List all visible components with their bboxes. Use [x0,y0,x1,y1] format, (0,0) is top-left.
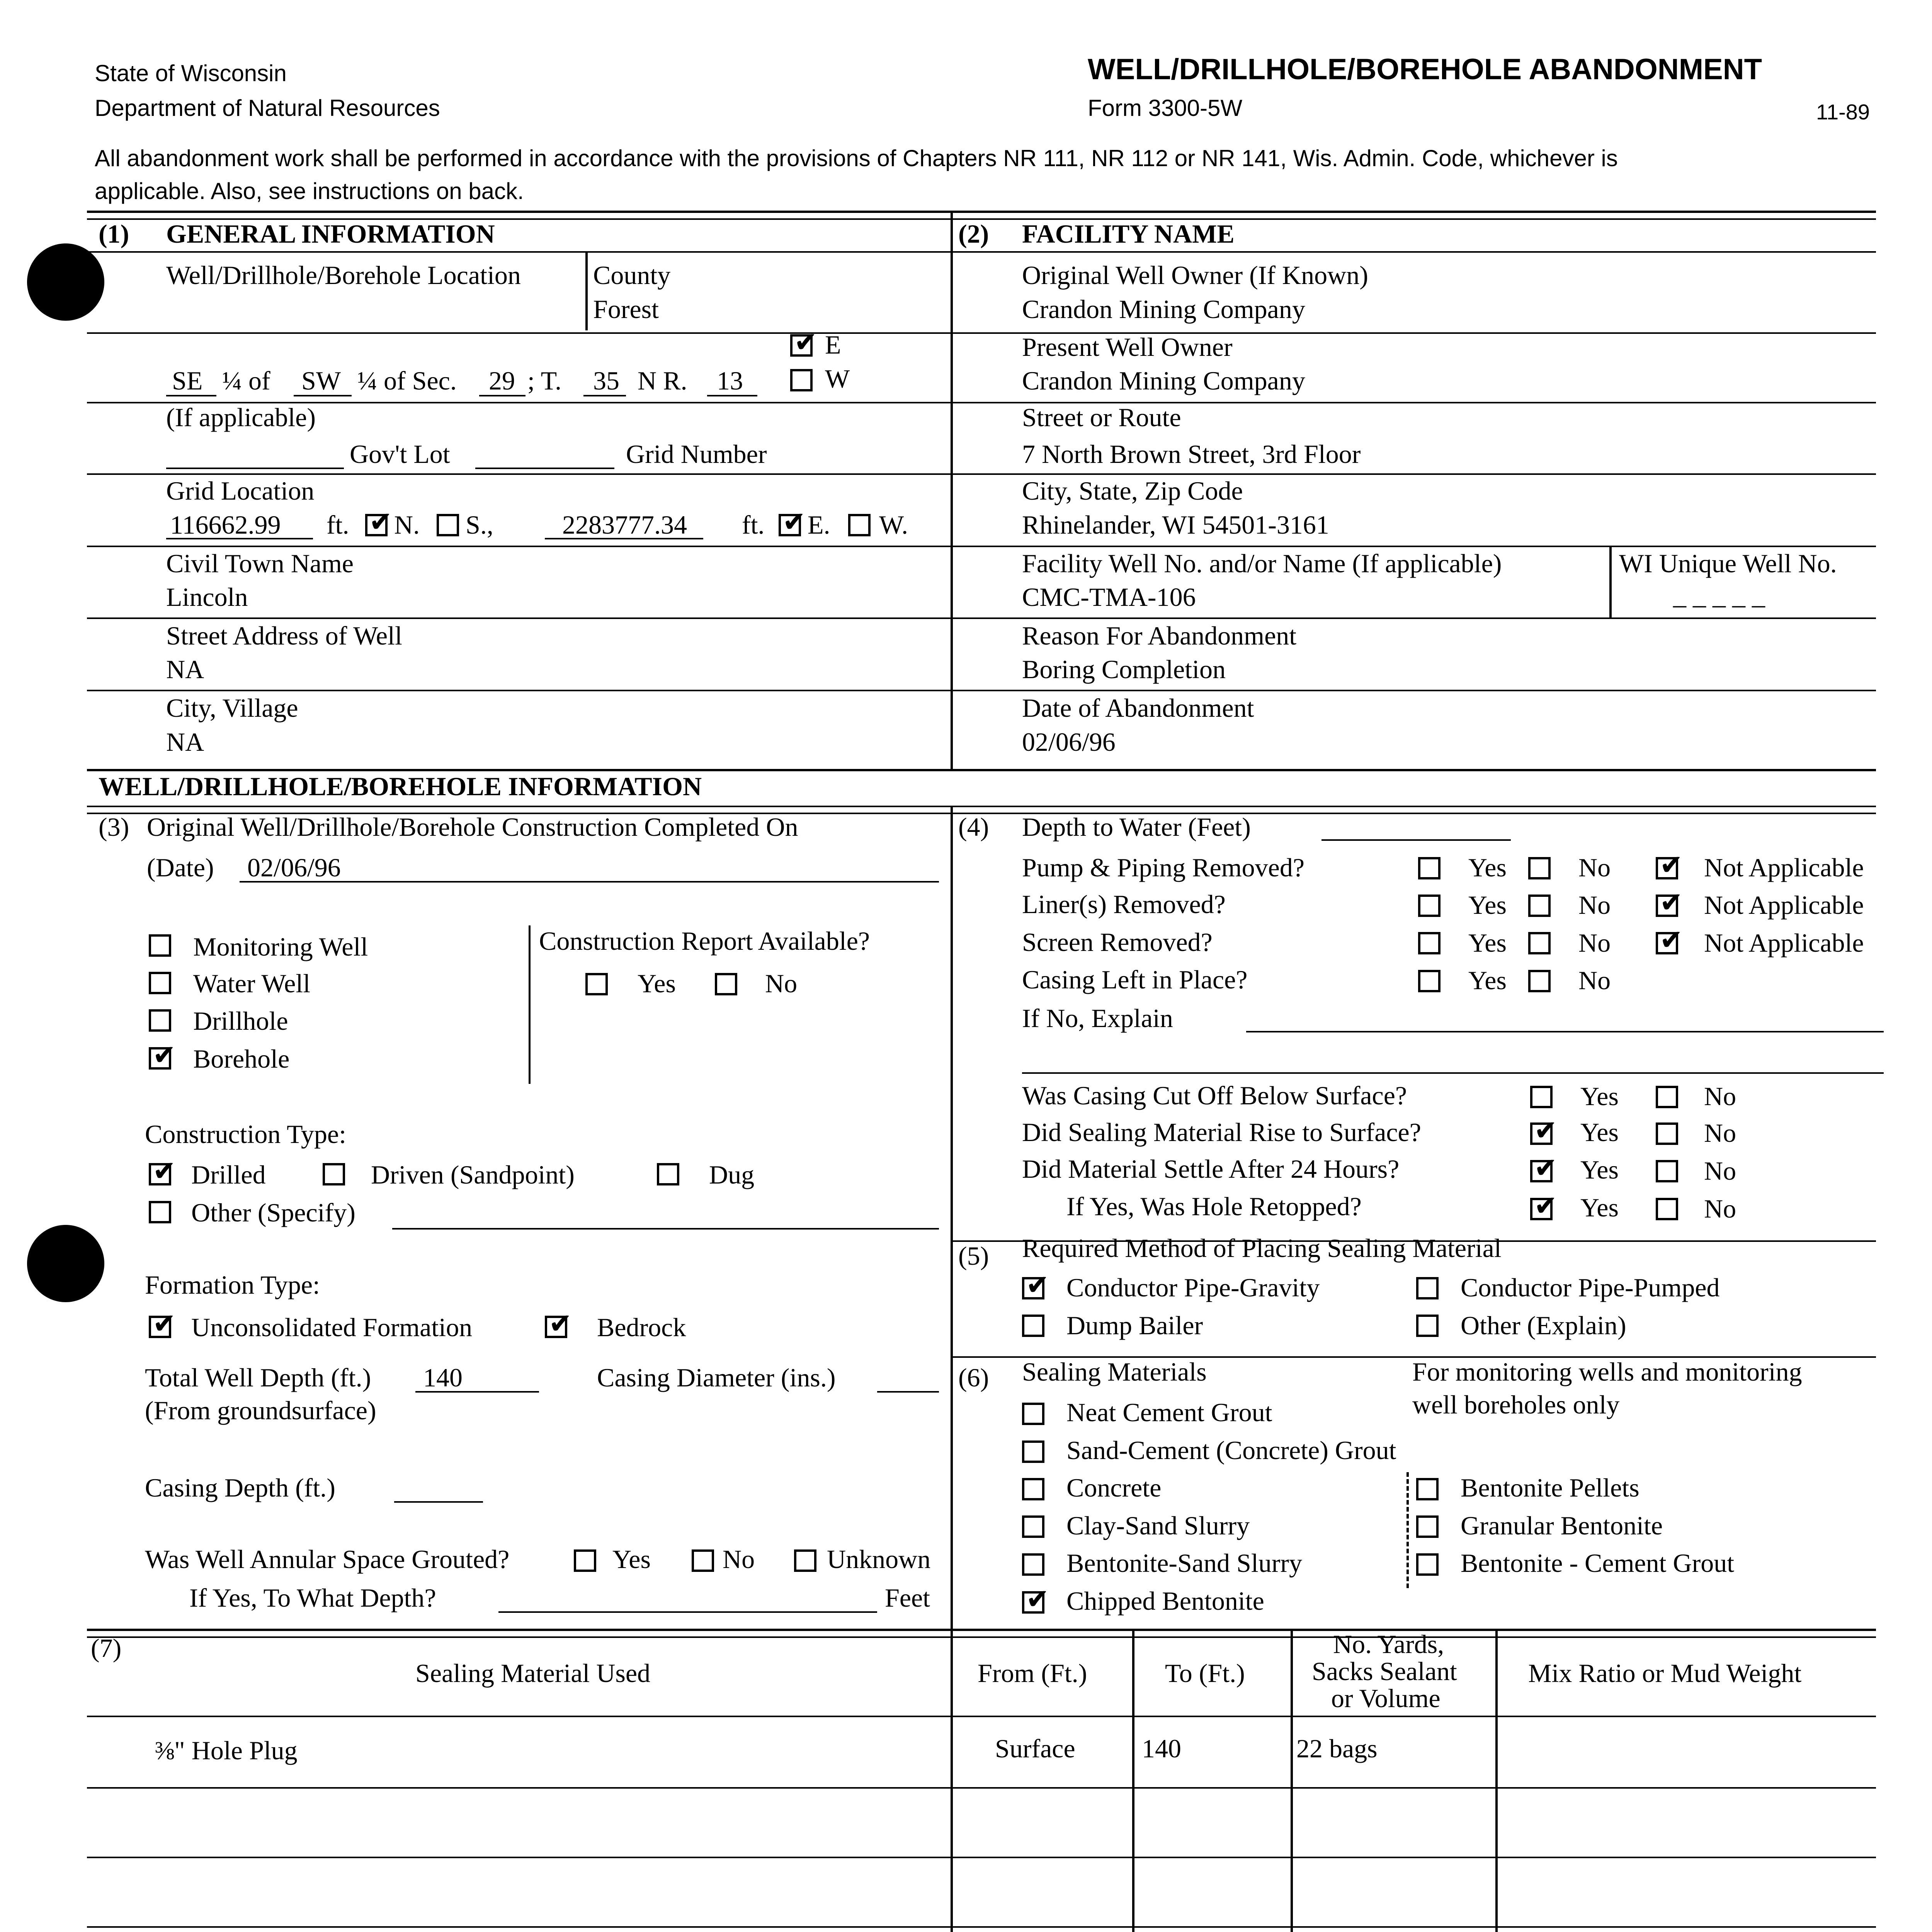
date-label: (Date) [147,853,214,882]
screen-yes-label: Yes [1468,928,1507,957]
field-underline [294,395,352,396]
csz-value: Rhinelander, WI 54501-3161 [1022,510,1329,539]
screen-no-label: No [1578,928,1611,957]
col-from-header: From (Ft.) [978,1658,1087,1688]
check-mark: ✔ [153,1039,176,1071]
unique-divider [1609,546,1612,617]
reason-label: Reason For Abandonment [1022,621,1297,650]
grout-unknown-checkbox[interactable] [794,1549,816,1572]
cut-off-label: Was Casing Cut Off Below Surface? [1022,1081,1407,1110]
liner-no-checkbox[interactable] [1528,895,1551,917]
grout-yes-label: Yes [612,1544,651,1574]
check-mark: ✔ [549,1307,572,1340]
sand-cement-label: Sand-Cement (Concrete) Grout [1066,1435,1396,1465]
s-label: S., [466,510,493,539]
chipped-bentonite-label: Chipped Bentonite [1066,1586,1264,1616]
bedrock-label: Bedrock [597,1313,686,1342]
row-to: 140 [1142,1734,1181,1763]
city-village-value: NA [166,727,204,757]
county-divider [585,251,588,330]
screen-no-checkbox[interactable] [1528,932,1551,954]
rule [87,1636,1876,1638]
other-specify-checkbox[interactable] [149,1201,171,1223]
chipped-bentonite-checkbox[interactable] [1022,1583,1049,1615]
abandon-date-value: 02/06/96 [1022,727,1116,757]
section4-num: (4) [958,812,989,842]
section-value: 29 [489,366,515,395]
punch-hole [27,1225,104,1302]
bailer-label: Dump Bailer [1066,1311,1203,1340]
rule [951,251,1876,253]
construction-completed-label: Original Well/Drillhole/Borehole Construction Completed On [147,812,798,842]
screen-yes-checkbox[interactable] [1418,932,1440,954]
bentonite-sand-checkbox[interactable] [1022,1553,1044,1576]
borehole-label: Borehole [193,1044,290,1073]
check-mark: ✔ [1660,849,1683,881]
rule [87,1716,1876,1717]
drilled-checkbox[interactable] [149,1155,176,1187]
table-row-rule [87,1787,1876,1789]
department-label: Department of Natural Resources [95,95,440,121]
rule [87,251,951,253]
range-value: 13 [717,366,743,395]
clay-sand-checkbox[interactable] [1022,1515,1044,1538]
retop-no-checkbox[interactable] [1656,1198,1678,1220]
table-divider [1495,1629,1498,1932]
liner-na-label: Not Applicable [1704,890,1864,920]
city-village-label: City, Village [166,693,298,723]
form-revision: 11-89 [1816,100,1870,124]
rise-label: Did Sealing Material Rise to Surface? [1022,1117,1421,1147]
range-label: N R. [638,366,687,395]
col-qty-header: or Volume [1331,1684,1440,1713]
csz-label: City, State, Zip Code [1022,476,1243,505]
grout-unknown-label: Unknown [827,1544,931,1574]
depth-water-label: Depth to Water (Feet) [1022,812,1251,842]
section6-heading: Sealing Materials [1022,1357,1207,1386]
street-address-label: Street Address of Well [166,621,402,650]
rule [87,690,951,691]
notice-text: All abandonment work shall be performed in accordance with the provisions of Chapters NR 111, NR 112 or NR 141, Wis. Admin. Code, whichever is [95,145,1618,171]
check-mark: ✔ [369,505,393,538]
cut-no-checkbox[interactable] [1656,1086,1678,1108]
dashed-divider [1406,1472,1409,1588]
check-mark: ✔ [153,1155,176,1187]
bedrock-checkbox[interactable] [545,1307,572,1340]
report-no-checkbox[interactable] [715,973,737,995]
screen-label: Screen Removed? [1022,927,1213,957]
other-explain-checkbox[interactable] [1416,1315,1439,1337]
if-applicable-label: (If applicable) [166,403,316,432]
other-specify-label: Other (Specify) [191,1198,355,1227]
section5-num: (5) [958,1241,989,1270]
form-number: Form 3300-5W [1088,95,1243,121]
field-underline [166,538,313,539]
form-title: WELL/DRILLHOLE/BOREHOLE ABANDONMENT [1088,53,1762,86]
construction-type-label: Construction Type: [145,1119,346,1149]
concrete-label: Concrete [1066,1473,1162,1502]
field-underline [1321,839,1511,841]
unconsolidated-checkbox[interactable] [149,1307,176,1340]
rise-yes-label: Yes [1580,1117,1619,1147]
screen-na-label: Not Applicable [1704,928,1864,957]
unconsolidated-label: Unconsolidated Formation [191,1313,473,1342]
granular-bentonite-checkbox[interactable] [1416,1515,1439,1538]
rule [87,546,951,547]
report-yes-checkbox[interactable] [585,973,608,995]
rule [951,617,1876,619]
n-label: N. [394,510,420,539]
w-label: W [825,364,850,393]
e-label: E [825,330,841,359]
dug-label: Dug [709,1160,755,1189]
column-divider [951,211,953,771]
field-underline [1246,1031,1884,1032]
monitoring-well-label: Monitoring Well [193,932,368,961]
bentonite-pellets-label: Bentonite Pellets [1461,1473,1639,1502]
liner-label: Liner(s) Removed? [1022,889,1226,919]
orig-owner-label: Original Well Owner (If Known) [1022,260,1368,290]
monitoring-well-checkbox[interactable] [149,934,171,957]
check-mark: ✔ [1026,1269,1049,1301]
settle-label: Did Material Settle After 24 Hours? [1022,1154,1400,1184]
cut-yes-label: Yes [1580,1082,1619,1111]
pump-no-checkbox[interactable] [1528,857,1551,879]
rule [87,211,1876,213]
e2-checkbox[interactable] [779,505,806,538]
col-to-header: To (Ft.) [1165,1658,1245,1688]
section6-note: For monitoring wells and monitoring [1412,1357,1802,1386]
check-mark: ✔ [1534,1151,1558,1184]
driven-checkbox[interactable] [323,1163,345,1185]
grout-no-label: No [723,1544,755,1574]
field-underline [475,468,614,469]
grid-n-value: 116662.99 [170,510,281,539]
field-underline [1022,1072,1884,1074]
check-mark: ✔ [1534,1114,1558,1146]
grid-location-label: Grid Location [166,476,315,505]
rule [87,473,951,475]
rule [87,806,1876,807]
retop-no-label: No [1704,1194,1736,1223]
check-mark: ✔ [1660,923,1683,956]
rule [87,617,951,619]
street-route-label: Street or Route [1022,403,1181,432]
settle-no-checkbox[interactable] [1656,1160,1678,1182]
screen-na-checkbox[interactable] [1656,923,1683,956]
present-owner-value: Crandon Mining Company [1022,366,1305,395]
state-label: State of Wisconsin [95,60,287,86]
govt-lot-label: Gov't Lot [350,439,450,469]
casing-left-label: Casing Left in Place? [1022,965,1248,994]
field-underline [394,1501,483,1503]
table-row-rule [87,1926,1876,1928]
casing-diameter-label: Casing Diameter (ins.) [597,1363,836,1392]
street-address-value: NA [166,655,204,684]
report-divider [529,925,531,1084]
section2-heading: FACILITY NAME [1022,219,1235,248]
table-divider [951,1629,953,1932]
rise-yes-checkbox[interactable] [1530,1114,1558,1146]
field-underline [240,881,939,883]
total-depth-value: 140 [423,1363,463,1392]
row-qty: 22 bags [1296,1734,1378,1763]
ft-label: ft. [742,510,765,539]
section5-heading: Required Method of Placing Sealing Material [1022,1233,1502,1263]
report-available-label: Construction Report Available? [539,926,870,956]
concrete-checkbox[interactable] [1022,1478,1044,1500]
s-checkbox[interactable] [437,514,459,536]
liner-no-label: No [1578,890,1611,920]
drilled-label: Drilled [191,1160,266,1189]
check-mark: ✔ [782,505,806,538]
facility-no-label: Facility Well No. and/or Name (If applicable) [1022,549,1502,578]
w2-checkbox[interactable] [848,514,871,536]
col-mix-header: Mix Ratio or Mud Weight [1528,1658,1802,1688]
check-mark: ✔ [1660,886,1683,918]
water-well-label: Water Well [193,969,311,998]
rise-no-label: No [1704,1118,1736,1148]
bentonite-cement-checkbox[interactable] [1416,1553,1439,1576]
rule [87,1629,1876,1631]
casing-no-label: No [1578,966,1611,995]
pumped-checkbox[interactable] [1416,1277,1439,1299]
section3-num: (3) [99,812,129,842]
formation-type-label: Formation Type: [145,1270,320,1299]
section1-heading: GENERAL INFORMATION [166,219,495,248]
field-underline [415,1391,539,1393]
rule [951,690,1876,691]
if-no-explain-label: If No, Explain [1022,1003,1173,1033]
info-heading: WELL/DRILLHOLE/BOREHOLE INFORMATION [99,772,702,801]
section7-num: (7) [91,1633,122,1663]
quarter-of-label: ¼ of [222,366,270,395]
rule [951,546,1876,547]
total-depth-label: Total Well Depth (ft.) [145,1363,371,1392]
settle-yes-label: Yes [1580,1155,1619,1184]
field-underline [545,538,703,539]
n-checkbox[interactable] [365,505,393,538]
section6-num: (6) [958,1363,989,1392]
pump-yes-label: Yes [1468,853,1507,882]
to-depth-label: If Yes, To What Depth? [189,1583,436,1612]
settle-no-label: No [1704,1156,1736,1185]
neat-cement-label: Neat Cement Grout [1066,1398,1272,1427]
cut-yes-checkbox[interactable] [1530,1086,1553,1108]
liner-na-checkbox[interactable] [1656,886,1683,918]
column-divider [951,806,953,1631]
quarter1-value: SE [172,366,203,395]
cut-no-label: No [1704,1082,1736,1111]
pump-label: Pump & Piping Removed? [1022,853,1304,882]
w2-label: W. [879,510,908,539]
grout-no-checkbox[interactable] [692,1549,714,1572]
field-underline [479,395,526,396]
dug-checkbox[interactable] [657,1163,679,1185]
construction-date-value: 02/06/96 [247,853,341,882]
settle-yes-checkbox[interactable] [1530,1151,1558,1184]
pump-na-checkbox[interactable] [1656,849,1683,881]
gravity-label: Conductor Pipe-Gravity [1066,1273,1320,1302]
facility-no-value: CMC-TMA-106 [1022,582,1196,612]
casing-no-checkbox[interactable] [1528,970,1551,992]
grout-yes-checkbox[interactable] [574,1549,596,1572]
abandon-date-label: Date of Abandonment [1022,693,1254,723]
pumped-label: Conductor Pipe-Pumped [1461,1273,1720,1302]
liner-yes-checkbox[interactable] [1418,895,1440,917]
section1-num: (1) [99,219,129,248]
bentonite-cement-label: Bentonite - Cement Grout [1461,1548,1735,1578]
unique-well-label: WI Unique Well No. [1619,549,1837,578]
driven-label: Driven (Sandpoint) [371,1160,575,1189]
bentonite-sand-label: Bentonite-Sand Slurry [1066,1548,1303,1578]
feet-label: Feet [885,1583,930,1612]
e-checkbox[interactable] [790,326,818,358]
notice-text: applicable. Also, see instructions on back. [95,178,524,204]
field-underline [166,395,216,396]
retopped-label: If Yes, Was Hole Retopped? [1066,1192,1362,1221]
e2-label: E. [808,510,830,539]
report-no-label: No [765,969,798,998]
gravity-checkbox[interactable] [1022,1269,1049,1301]
grouted-label: Was Well Annular Space Grouted? [145,1544,510,1574]
drillhole-checkbox[interactable] [149,1009,171,1032]
table-row-rule [87,1857,1876,1858]
sand-cement-checkbox[interactable] [1022,1440,1044,1463]
col-material-header: Sealing Material Used [415,1658,651,1688]
field-underline [583,395,626,396]
other-explain-label: Other (Explain) [1461,1311,1626,1340]
ft-label: ft. [327,510,349,539]
casing-depth-label: Casing Depth (ft.) [145,1473,335,1502]
bentonite-pellets-checkbox[interactable] [1416,1478,1439,1500]
check-mark: ✔ [794,326,818,358]
retop-yes-label: Yes [1580,1193,1619,1222]
field-underline [392,1228,939,1230]
orig-owner-value: Crandon Mining Company [1022,294,1305,324]
borehole-checkbox[interactable] [149,1039,176,1071]
grid-e-value: 2283777.34 [562,510,687,539]
township-label: ; T. [527,366,562,395]
rise-no-checkbox[interactable] [1656,1122,1678,1145]
from-ground-label: (From groundsurface) [145,1396,376,1425]
civil-town-label: Civil Town Name [166,549,354,578]
section2-num: (2) [958,219,989,248]
pump-yes-checkbox[interactable] [1418,857,1440,879]
casing-yes-label: Yes [1468,966,1507,995]
quarter-sec-label: ¼ of Sec. [357,366,457,395]
table-divider [1291,1629,1293,1932]
civil-town-value: Lincoln [166,582,248,612]
drillhole-label: Drillhole [193,1006,288,1036]
present-owner-label: Present Well Owner [1022,332,1233,362]
field-underline [707,395,757,396]
pump-no-label: No [1578,853,1611,882]
bailer-checkbox[interactable] [1022,1315,1044,1337]
section6-note: well boreholes only [1412,1390,1620,1419]
rule [87,332,951,334]
report-yes-label: Yes [638,969,676,998]
county-value: Forest [593,294,659,324]
retop-yes-checkbox[interactable] [1530,1189,1558,1222]
check-mark: ✔ [1534,1189,1558,1222]
reason-value: Boring Completion [1022,655,1226,684]
county-label: County [593,260,671,290]
w-checkbox[interactable] [790,369,813,391]
township-value: 35 [593,366,619,395]
row-from: Surface [995,1734,1075,1763]
row-material: ⅜" Hole Plug [155,1736,298,1765]
pump-na-label: Not Applicable [1704,853,1864,882]
field-underline [877,1391,939,1393]
col-qty-header: Sacks Sealant [1312,1656,1457,1686]
grid-number-label: Grid Number [626,439,767,469]
water-well-checkbox[interactable] [149,972,171,994]
quarter2-value: SW [301,366,341,395]
check-mark: ✔ [1026,1583,1049,1615]
punch-hole [27,243,104,321]
rule [951,473,1876,475]
street-route-value: 7 North Brown Street, 3rd Floor [1022,439,1361,469]
neat-cement-checkbox[interactable] [1022,1403,1044,1425]
field-underline [166,468,344,469]
casing-yes-checkbox[interactable] [1418,970,1440,992]
location-label: Well/Drillhole/Borehole Location [166,260,521,290]
table-divider [1132,1629,1134,1932]
liner-yes-label: Yes [1468,890,1507,920]
col-qty-header: No. Yards, [1333,1629,1444,1659]
unique-well-blank: _ _ _ _ _ [1673,580,1765,610]
granular-bentonite-label: Granular Bentonite [1461,1511,1663,1540]
clay-sand-label: Clay-Sand Slurry [1066,1511,1250,1540]
check-mark: ✔ [153,1307,176,1340]
field-underline [498,1611,877,1613]
